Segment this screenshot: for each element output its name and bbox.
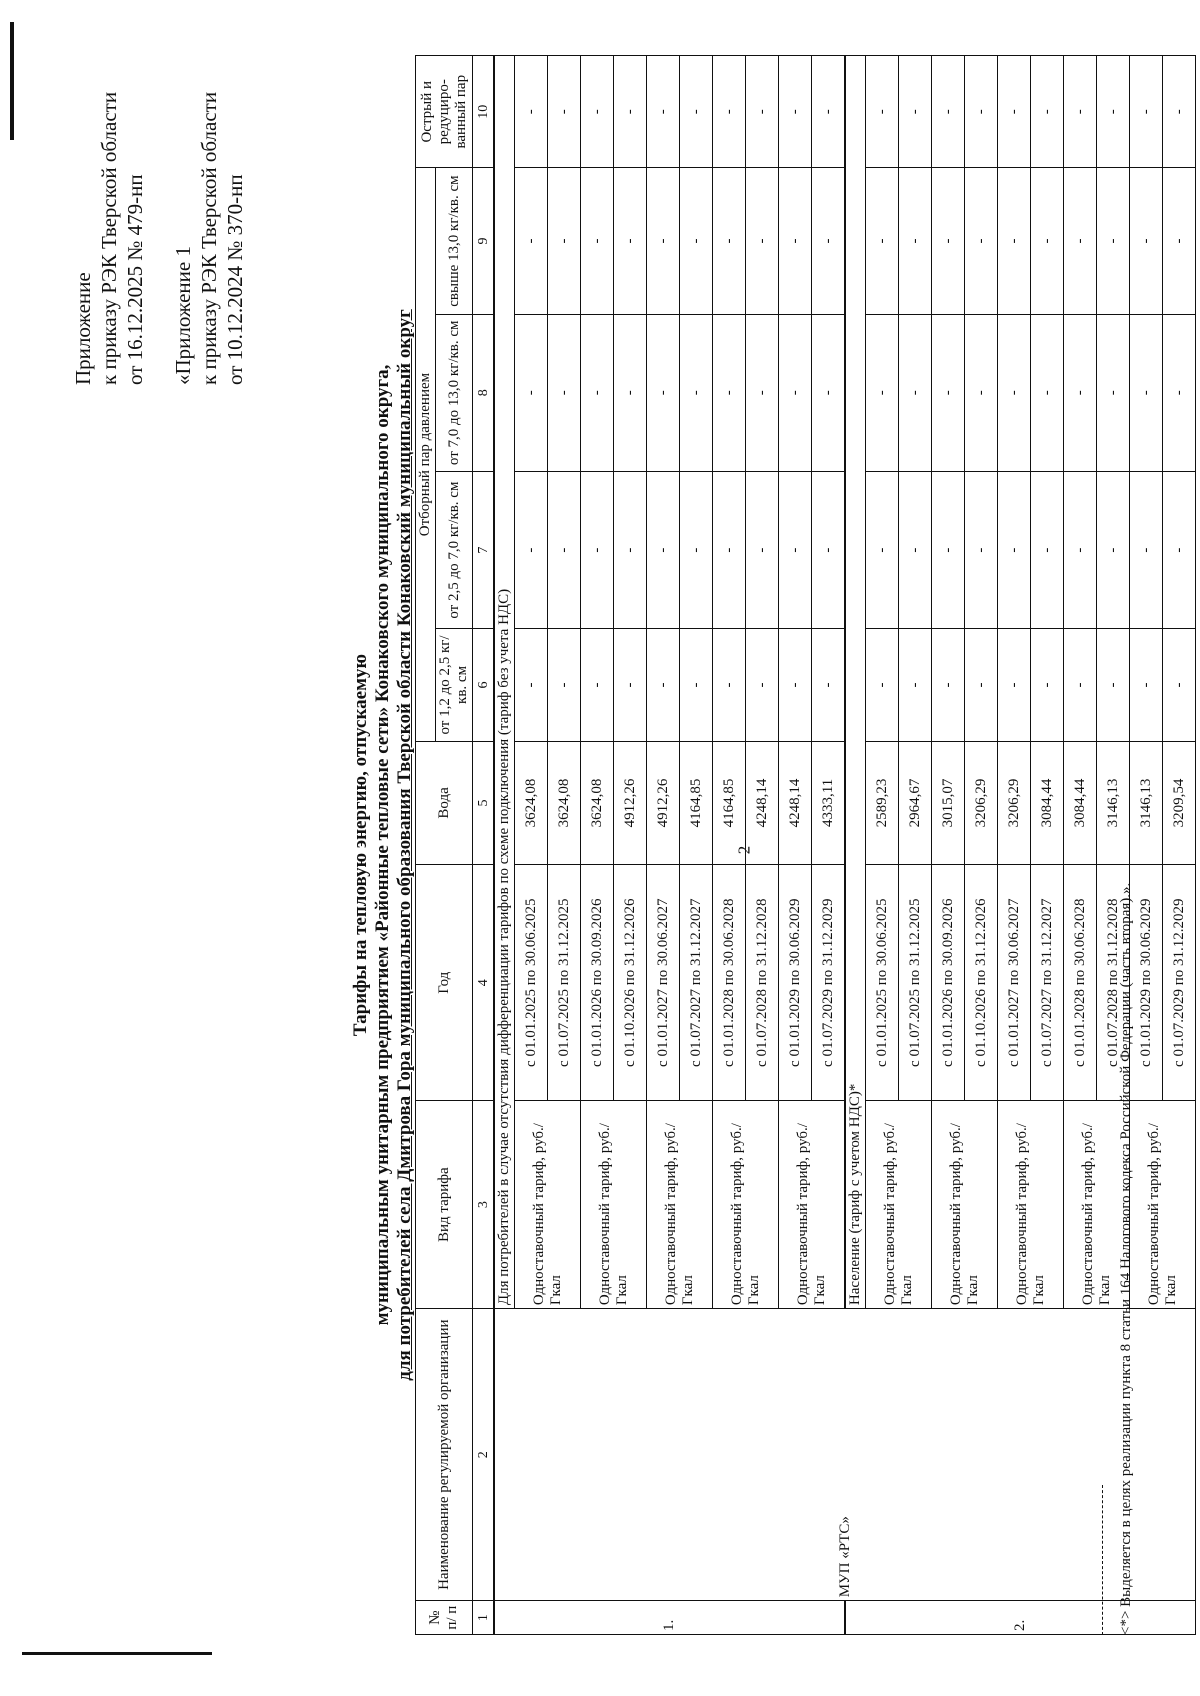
- scan-edge-mark: [10, 22, 14, 140]
- empty-value-dash: -: [1031, 168, 1064, 314]
- empty-value-dash: -: [1031, 629, 1064, 741]
- water-value: 3624,08: [548, 741, 581, 865]
- empty-value-dash: -: [899, 168, 932, 314]
- empty-value-dash: -: [680, 471, 713, 628]
- water-value: 4164,85: [680, 741, 713, 865]
- water-value: 3209,54: [1163, 741, 1196, 865]
- empty-value-dash: -: [515, 314, 548, 471]
- empty-value-dash: -: [680, 629, 713, 741]
- empty-value-dash: -: [1130, 471, 1163, 628]
- empty-value-dash: -: [866, 629, 899, 741]
- column-number: 3: [473, 1101, 495, 1309]
- tariff-type: Одноставочный тариф, руб./Гкал: [713, 1101, 779, 1309]
- column-number: 8: [473, 314, 495, 471]
- water-value: 3146,13: [1130, 741, 1163, 865]
- header-num: № п/ п: [416, 1601, 473, 1635]
- appendix-line: к приказу РЭК Тверской области: [97, 91, 121, 385]
- water-value: 3206,29: [965, 741, 998, 865]
- empty-value-dash: -: [1163, 471, 1196, 628]
- column-number: 2: [473, 1309, 495, 1601]
- period-cell: с 01.01.2026 по 30.09.2026: [932, 865, 965, 1101]
- empty-value-dash: -: [581, 629, 614, 741]
- period-cell: с 01.01.2025 по 30.06.2025: [515, 865, 548, 1101]
- empty-value-dash: -: [713, 471, 746, 628]
- organization-name: МУП «РТС»: [494, 1309, 1196, 1601]
- empty-value-dash: -: [647, 314, 680, 471]
- empty-value-dash: -: [1097, 629, 1130, 741]
- water-value: 4164,85: [713, 741, 746, 865]
- empty-value-dash: -: [515, 471, 548, 628]
- water-value: 2964,67: [899, 741, 932, 865]
- period-cell: с 01.07.2028 по 31.12.2028: [1097, 865, 1130, 1101]
- empty-value-dash: -: [548, 471, 581, 628]
- empty-value-dash: -: [1064, 314, 1097, 471]
- empty-value-dash: -: [899, 314, 932, 471]
- empty-value-dash: -: [1097, 314, 1130, 471]
- empty-value-dash: -: [614, 56, 647, 168]
- empty-value-dash: -: [1064, 56, 1097, 168]
- tariff-table: [415, 55, 1196, 1635]
- empty-value-dash: -: [965, 471, 998, 628]
- empty-value-dash: -: [713, 629, 746, 741]
- header-sharp-steam: Острый и редуциро-ванный пар: [416, 56, 473, 168]
- empty-value-dash: -: [746, 56, 779, 168]
- title-line: Тарифы на тепловую энергию, отпускаемую: [350, 653, 371, 1037]
- header-pressure-4: свыше 13,0 кг/кв. см: [436, 168, 473, 314]
- section-number: 1.: [494, 1601, 845, 1635]
- page-number: 2: [734, 845, 754, 855]
- empty-value-dash: -: [932, 56, 965, 168]
- empty-value-dash: -: [746, 471, 779, 628]
- water-value: 3624,08: [581, 741, 614, 865]
- empty-value-dash: -: [812, 629, 846, 741]
- period-cell: с 01.01.2028 по 30.06.2028: [1064, 865, 1097, 1101]
- column-number: 4: [473, 865, 495, 1101]
- tariff-type: Одноставочный тариф, руб./Гкал: [998, 1101, 1064, 1309]
- empty-value-dash: -: [713, 168, 746, 314]
- empty-value-dash: -: [1097, 168, 1130, 314]
- empty-value-dash: -: [1097, 56, 1130, 168]
- empty-value-dash: -: [812, 56, 846, 168]
- column-number: 7: [473, 471, 495, 628]
- empty-value-dash: -: [965, 314, 998, 471]
- empty-value-dash: -: [899, 56, 932, 168]
- empty-value-dash: -: [1064, 471, 1097, 628]
- empty-value-dash: -: [866, 56, 899, 168]
- column-number: 5: [473, 741, 495, 865]
- column-number: 6: [473, 629, 495, 741]
- document-title: [350, 25, 416, 1665]
- water-value: 3084,44: [1031, 741, 1064, 865]
- empty-value-dash: -: [548, 314, 581, 471]
- empty-value-dash: -: [1163, 56, 1196, 168]
- empty-value-dash: -: [1130, 56, 1163, 168]
- empty-value-dash: -: [581, 168, 614, 314]
- footnote-separator: [1102, 1485, 1103, 1635]
- footnote: <*> Выделяется в целях реализации пункта 8 статьи 164 Налогового кодекса Российской Федерации (часть вторая).».: [1118, 882, 1134, 1635]
- water-value: 2589,23: [866, 741, 899, 865]
- empty-value-dash: -: [713, 56, 746, 168]
- appendix-line: от 16.12.2025 № 479-нп: [123, 174, 147, 385]
- title-line: муниципальным унитарным предприятием «Районные тепловые сети» Конаковского муниципального округа,: [372, 364, 393, 1326]
- period-cell: с 01.01.2027 по 30.06.2027: [998, 865, 1031, 1101]
- water-value: 3206,29: [998, 741, 1031, 865]
- empty-value-dash: -: [1031, 471, 1064, 628]
- empty-value-dash: -: [1163, 629, 1196, 741]
- empty-value-dash: -: [866, 314, 899, 471]
- empty-value-dash: -: [779, 314, 812, 471]
- header-pressure-3: от 7,0 до 13,0 кг/кв. см: [436, 314, 473, 471]
- section-title: Население (тариф с учетом НДС)*: [845, 56, 866, 1309]
- tariff-type: Одноставочный тариф, руб./Гкал: [1064, 1101, 1130, 1309]
- empty-value-dash: -: [746, 314, 779, 471]
- empty-value-dash: -: [779, 471, 812, 628]
- empty-value-dash: -: [779, 168, 812, 314]
- empty-value-dash: -: [746, 168, 779, 314]
- header-pressure-2: от 2,5 до 7,0 кг/кв. см: [436, 471, 473, 628]
- empty-value-dash: -: [899, 629, 932, 741]
- empty-value-dash: -: [1064, 629, 1097, 741]
- tariff-type: Одноставочный тариф, руб./Гкал: [515, 1101, 581, 1309]
- empty-value-dash: -: [779, 629, 812, 741]
- period-cell: с 01.07.2027 по 31.12.2027: [1031, 865, 1064, 1101]
- period-cell: с 01.07.2025 по 31.12.2025: [899, 865, 932, 1101]
- column-number: 9: [473, 168, 495, 314]
- empty-value-dash: -: [647, 471, 680, 628]
- period-cell: с 01.07.2025 по 31.12.2025: [548, 865, 581, 1101]
- water-value: 4248,14: [746, 741, 779, 865]
- section-row: [494, 56, 515, 1635]
- period-cell: с 01.10.2026 по 31.12.2026: [614, 865, 647, 1101]
- empty-value-dash: -: [998, 629, 1031, 741]
- period-cell: с 01.07.2027 по 31.12.2027: [680, 865, 713, 1101]
- empty-value-dash: -: [866, 471, 899, 628]
- water-value: 4912,26: [647, 741, 680, 865]
- tariff-type: Одноставочный тариф, руб./Гкал: [779, 1101, 846, 1309]
- empty-value-dash: -: [812, 314, 846, 471]
- empty-value-dash: -: [614, 168, 647, 314]
- empty-value-dash: -: [1031, 314, 1064, 471]
- empty-value-dash: -: [932, 471, 965, 628]
- empty-value-dash: -: [746, 629, 779, 741]
- empty-value-dash: -: [998, 168, 1031, 314]
- water-value: 4248,14: [779, 741, 812, 865]
- header-water: Вода: [416, 741, 473, 865]
- empty-value-dash: -: [998, 314, 1031, 471]
- empty-value-dash: -: [998, 471, 1031, 628]
- appendix-line: от 10.12.2024 № 370-нп: [223, 174, 247, 385]
- section-number: 2.: [845, 1601, 1196, 1635]
- empty-value-dash: -: [965, 56, 998, 168]
- empty-value-dash: -: [1064, 168, 1097, 314]
- empty-value-dash: -: [515, 56, 548, 168]
- empty-value-dash: -: [515, 168, 548, 314]
- empty-value-dash: -: [1031, 56, 1064, 168]
- empty-value-dash: -: [1130, 314, 1163, 471]
- column-number: 10: [473, 56, 495, 168]
- empty-value-dash: -: [614, 471, 647, 628]
- empty-value-dash: -: [1163, 314, 1196, 471]
- tariff-type: Одноставочный тариф, руб./Гкал: [866, 1101, 932, 1309]
- water-value: 3084,44: [1064, 741, 1097, 865]
- period-cell: с 01.01.2029 по 30.06.2029: [779, 865, 812, 1101]
- empty-value-dash: -: [680, 314, 713, 471]
- period-cell: с 01.01.2027 по 30.06.2027: [647, 865, 680, 1101]
- empty-value-dash: -: [647, 168, 680, 314]
- tariff-type: Одноставочный тариф, руб./Гкал: [932, 1101, 998, 1309]
- appendix-block: [70, 25, 248, 385]
- empty-value-dash: -: [779, 56, 812, 168]
- empty-value-dash: -: [680, 168, 713, 314]
- water-value: 3624,08: [515, 741, 548, 865]
- empty-value-dash: -: [581, 471, 614, 628]
- column-number-row: [473, 56, 495, 1635]
- empty-value-dash: -: [548, 168, 581, 314]
- empty-value-dash: -: [899, 471, 932, 628]
- empty-value-dash: -: [998, 56, 1031, 168]
- empty-value-dash: -: [866, 168, 899, 314]
- period-cell: с 01.10.2026 по 31.12.2026: [965, 865, 998, 1101]
- empty-value-dash: -: [965, 629, 998, 741]
- period-cell: с 01.01.2025 по 30.06.2025: [866, 865, 899, 1101]
- rotated-page-content: [50, 25, 1187, 1665]
- water-value: 4333,11: [812, 741, 846, 865]
- empty-value-dash: -: [647, 629, 680, 741]
- section-title: Для потребителей в случае отсутствия дифференциации тарифов по схеме подключения (тариф без учета НДС): [494, 56, 515, 1309]
- empty-value-dash: -: [614, 629, 647, 741]
- column-number: 1: [473, 1601, 495, 1635]
- empty-value-dash: -: [1130, 168, 1163, 314]
- appendix-line: Приложение: [71, 272, 95, 385]
- header-year: Год: [416, 865, 473, 1101]
- empty-value-dash: -: [965, 168, 998, 314]
- empty-value-dash: -: [932, 314, 965, 471]
- empty-value-dash: -: [812, 471, 846, 628]
- period-cell: с 01.07.2029 по 31.12.2029: [812, 865, 846, 1101]
- header-steam-group: Отборный пар давлением: [416, 168, 436, 741]
- tariff-type: Одноставочный тариф, руб./Гкал: [1130, 1101, 1196, 1309]
- header-pressure-1: от 1,2 до 2,5 кг/кв. см: [436, 629, 473, 741]
- period-cell: с 01.07.2028 по 31.12.2028: [746, 865, 779, 1101]
- empty-value-dash: -: [932, 168, 965, 314]
- empty-value-dash: -: [647, 56, 680, 168]
- empty-value-dash: -: [548, 629, 581, 741]
- title-line: для потребителей села Дмитрова Гора муниципального образования Тверской области Конаковский муниципальный округ: [394, 309, 415, 1381]
- period-cell: с 01.01.2028 по 30.06.2028: [713, 865, 746, 1101]
- empty-value-dash: -: [515, 629, 548, 741]
- empty-value-dash: -: [614, 314, 647, 471]
- appendix-line: «Приложение 1: [171, 246, 195, 385]
- tariff-type: Одноставочный тариф, руб./Гкал: [581, 1101, 647, 1309]
- water-value: 3015,07: [932, 741, 965, 865]
- appendix-line: к приказу РЭК Тверской области: [197, 91, 221, 385]
- empty-value-dash: -: [548, 56, 581, 168]
- empty-value-dash: -: [1130, 629, 1163, 741]
- period-cell: с 01.01.2026 по 30.09.2026: [581, 865, 614, 1101]
- empty-value-dash: -: [932, 629, 965, 741]
- water-value: 4912,26: [614, 741, 647, 865]
- empty-value-dash: -: [1163, 168, 1196, 314]
- header-org: Наименование регулируемой организации: [416, 1309, 473, 1601]
- tariff-type: Одноставочный тариф, руб./Гкал: [647, 1101, 713, 1309]
- empty-value-dash: -: [812, 168, 846, 314]
- empty-value-dash: -: [1097, 471, 1130, 628]
- period-cell: с 01.07.2029 по 31.12.2029: [1163, 865, 1196, 1101]
- period-cell: с 01.01.2029 по 30.06.2029: [1130, 865, 1163, 1101]
- empty-value-dash: -: [581, 314, 614, 471]
- water-value: 3146,13: [1097, 741, 1130, 865]
- empty-value-dash: -: [680, 56, 713, 168]
- empty-value-dash: -: [713, 314, 746, 471]
- header-tariff-type: Вид тарифа: [416, 1101, 473, 1309]
- empty-value-dash: -: [581, 56, 614, 168]
